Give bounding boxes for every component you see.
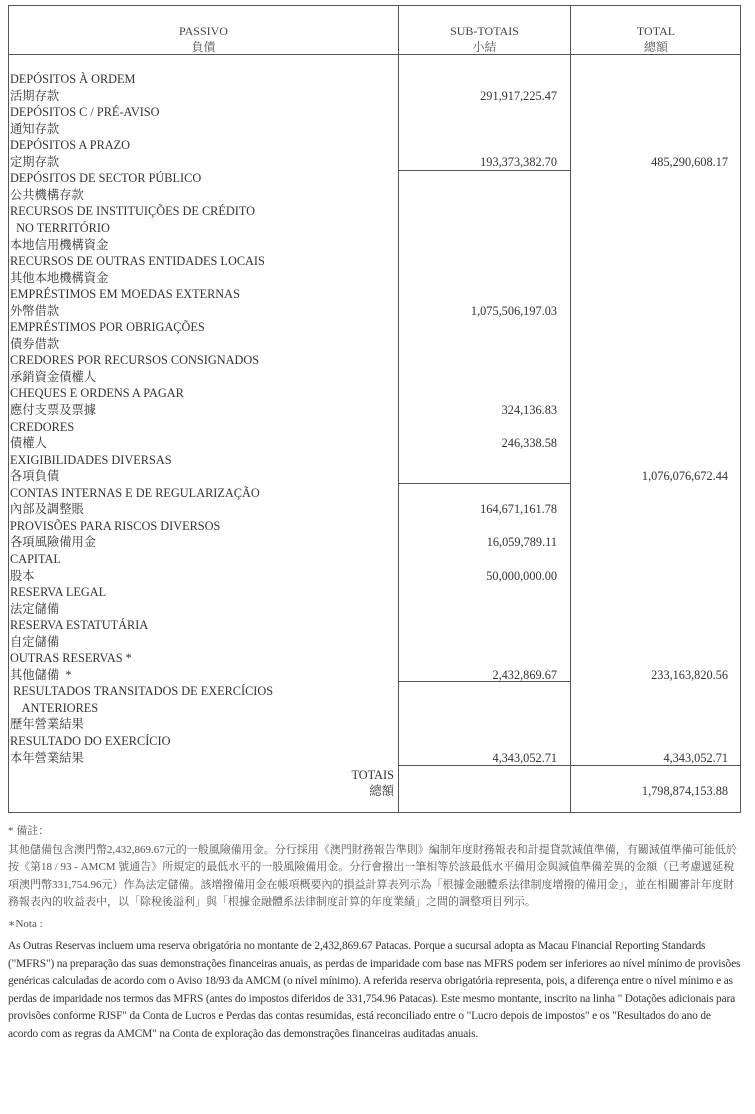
row-label: OUTRAS RESERVAS *	[10, 651, 132, 666]
note-title-zh: * 備註：	[8, 825, 50, 837]
subtotal-value: 164,671,161.78	[480, 502, 557, 517]
header-subtotais-pt: SUB-TOTAIS	[450, 24, 519, 38]
note-text-zh: 其他儲備包含澳門幣2,432,869.67元的一般風險備用金。分行採用《澳門財務報告準則》編制年度財務報表和計提貸款減值準備，有關減值準備可能低於按《第18 / 93 - AMCM 號通告》所規定的最低水平的一般風險備用金。分行會撥出一筆相等於該最低水平備用金與減值準備差異的金額（已考慮遞延稅項澳門幣331,754.96元）作為法定儲備。該增撥備用金在帳項概要內的損益計算表列示為「根據金融體系法律制度增撥的備用金」，並在相關審計年度財務報表內的收益表中，以「除稅後溢利」與「根據金融體系法律制度計算的年度業績」之間的調整項目列示。	[8, 843, 737, 908]
total-value: 485,290,608.17	[651, 154, 728, 169]
row-label: 本年營業結果	[10, 750, 84, 765]
row-label: 法定儲備	[10, 601, 60, 616]
row-label: CREDORES	[10, 419, 75, 434]
row-label: 通知存款	[10, 121, 60, 136]
row-label: RECURSOS DE INSTITUIÇÕES DE CRÉDITO	[10, 204, 256, 219]
header-passivo-pt: PASSIVO	[179, 24, 228, 38]
row-label: EMPRÉSTIMOS POR OBRIGAÇÕES	[10, 320, 205, 335]
total-value: 233,163,820.56	[651, 667, 728, 682]
row-label: 各項風險備用金	[10, 535, 97, 550]
subtotal-value: 4,343,052.71	[492, 750, 557, 765]
row-label: CREDORES POR RECURSOS CONSIGNADOS	[10, 353, 260, 368]
row-label: PROVISÕES PARA RISCOS DIVERSOS	[10, 518, 221, 533]
subtotal-value: 2,432,869.67	[492, 667, 557, 682]
header-total-pt: TOTAL	[636, 24, 676, 38]
row-label: 其他儲備 *	[10, 667, 72, 682]
subtotal-divider	[398, 483, 571, 484]
totals-label-zh: 總額	[369, 784, 394, 798]
subtotal-value: 1,075,506,197.03	[470, 303, 557, 318]
notes-section	[8, 823, 743, 1043]
subtotal-value: 50,000,000.00	[486, 568, 557, 583]
header-subtotais	[399, 6, 570, 55]
header-passivo-zh: 負債	[191, 40, 216, 54]
row-label: DEPÓSITOS A PRAZO	[10, 138, 131, 153]
subtotal-value: 291,917,225.47	[480, 88, 557, 103]
column-divider	[398, 6, 399, 812]
header-subtotais-zh: 小結	[472, 40, 497, 54]
row-label: 外幣借款	[10, 303, 60, 318]
row-label: 債券借款	[10, 336, 60, 351]
grand-total-value: 1,798,874,153.88	[641, 784, 728, 798]
header-passivo	[9, 6, 398, 55]
row-label: CHEQUES E ORDENS A PAGAR	[10, 386, 184, 401]
total-value: 1,076,076,672.44	[641, 469, 728, 484]
row-label: DEPÓSITOS DE SECTOR PÚBLICO	[10, 171, 202, 186]
row-label: 承銷資金債權人	[10, 369, 97, 384]
row-label: RESERVA LEGAL	[10, 585, 107, 600]
subtotal-value: 246,338.58	[501, 436, 557, 451]
row-label: 應付支票及票據	[10, 403, 97, 417]
subtotal-value: 16,059,789.11	[486, 535, 557, 550]
row-label: DEPÓSITOS C / PRÉ-AVISO	[10, 105, 160, 120]
row-label: 各項負債	[10, 469, 60, 484]
row-label: DEPÓSITOS À ORDEM	[10, 72, 136, 86]
subtotal-divider	[398, 170, 571, 171]
row-label: 公共機構存款	[10, 187, 84, 202]
row-label: RESERVA ESTATUTÁRIA	[10, 618, 149, 633]
column-divider	[570, 6, 571, 812]
header-total-zh: 總額	[643, 40, 668, 54]
note-text-pt: As Outras Reservas incluem uma reserva obrigatória no montante de 2,432,869.67 Patacas. Porque a sucursal adopta as Macau Financial Reporting Standards ("MFRS") na preparação das suas demonstrações financeiras anuais, as perdas de imparidade com base nas MFRS podem ser inferiores ao nível mínimo de provisões genéricas calculadas de acordo com o Aviso 18/93 da AMCM (o nível mínimo). A referida reserva obrigatória representa, pois, a diferença entre o nível mínimo e as perdas de imparidade nos termos das MFRS (antes do impostos diferidos de 331,754.96 Patacas). Este mesmo montante, inscrito na linha " Dotações adicionais para provisões conforme RJSF" da Conta de Lucros e Perdas das contas resumidas, está reconciliado entre o "Lucro depois de impostos" e os "Resultados do ano de acordo com as regras da AMCM" na Conta de exploração das demonstrações financeiras auditadas anuais.	[8, 940, 741, 1040]
row-label: 其他本地機構資金	[10, 270, 109, 285]
subtotal-value: 193,373,382.70	[480, 154, 557, 169]
row-label: 歷年營業結果	[10, 717, 84, 732]
header-total	[571, 6, 741, 55]
row-label: 本地信用機構資金	[10, 237, 109, 252]
row-label: RESULTADOS TRANSITADOS DE EXERCÍCIOS	[10, 684, 274, 699]
row-label: 自定儲備	[10, 634, 60, 649]
row-label: RESULTADO DO EXERCÍCIO	[10, 734, 171, 748]
row-label: CAPITAL	[10, 551, 61, 566]
row-label: 債權人	[10, 436, 47, 451]
row-label: EMPRÉSTIMOS EM MOEDAS EXTERNAS	[10, 287, 240, 302]
row-label: CONTAS INTERNAS E DE REGULARIZAÇÃO	[10, 485, 260, 500]
row-label: ANTERIORES	[10, 700, 99, 715]
balance-sheet-table	[8, 5, 741, 813]
subtotal-value: 324,136.83	[501, 403, 557, 417]
row-label: 活期存款	[10, 88, 60, 103]
row-label: 股本	[10, 568, 35, 583]
total-value: 4,343,052.71	[663, 750, 728, 765]
row-label: NO TERRITÓRIO	[10, 220, 110, 235]
note-title-pt: ∗Nota :	[8, 917, 43, 930]
row-label: RECURSOS DE OUTRAS ENTIDADES LOCAIS	[10, 254, 265, 269]
row-label: EXIGIBILIDADES DIVERSAS	[10, 452, 172, 467]
row-label: 內部及調整賬	[10, 502, 84, 517]
totals-label: TOTAIS	[351, 768, 394, 782]
row-label: 定期存款	[10, 154, 60, 169]
